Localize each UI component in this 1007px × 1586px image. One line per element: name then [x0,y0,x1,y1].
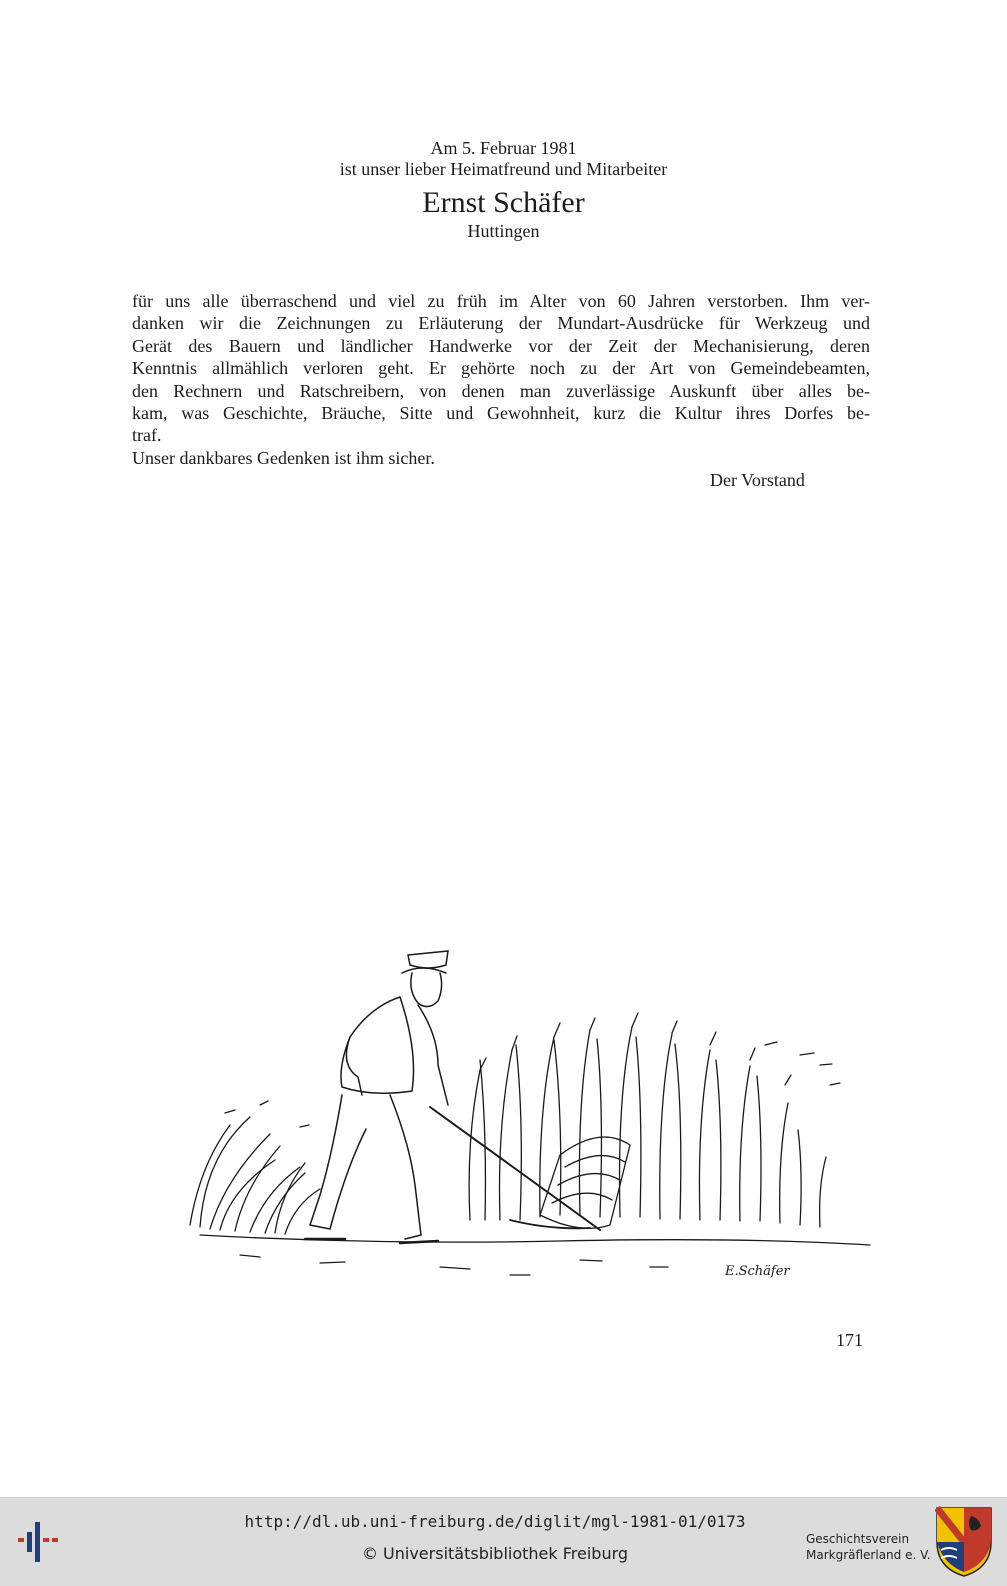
body-line: danken wir die Zeichnungen zu Erläuterung der Mundart-Ausdrücke für Werkzeug und [132,313,870,334]
farmer-figure [305,951,448,1243]
obituary-text [132,290,870,447]
document-url-link[interactable]: http://dl.ub.uni-freiburg.de/diglit/mgl-1981-01/0173 [244,1512,746,1531]
page-number: 171 [836,1330,863,1350]
body-line: für uns alle überraschend und viel zu früh im Alter von 60 Jahren verstorben. Ihm ver- [132,291,870,311]
body-line: kam, was Geschichte, Bräuche, Sitte und Gewohnheit, kurz die Kultur ihres Dorfes be- [132,403,870,424]
society-crest-icon[interactable] [935,1506,993,1578]
body-line: Kenntnis allmählich verloren geht. Er gehörte noch zu der Art von Gemeindebeamten, [132,358,870,379]
society-line: Markgräflerland e. V. [806,1548,931,1562]
body-line: Gerät des Bauern und ländlicher Handwerke vor der Zeit der Mechanisierung, deren [132,335,870,356]
date-line: Am 5. Februar 1981 [430,138,577,158]
deceased-name: Ernst Schäfer [422,186,585,219]
closing-line: Unser dankbares Gedenken ist ihm sicher. [132,448,435,468]
society-name [806,1531,931,1563]
artist-signature: E.Schäfer [725,1264,790,1279]
intro-line: ist unser lieber Heimatfreund und Mitarbeiter [339,159,668,179]
grass-left [190,1101,320,1234]
body-line: traf. [132,425,162,446]
society-line: Geschichtsverein [806,1532,910,1546]
cradle-basket [540,1137,630,1228]
signature-line: Der Vorstand [710,470,805,490]
body-line: den Rechnern und Ratschreibern, von denen man zuverlässige Auskunft über alles be- [132,380,870,401]
copyright-notice: © Universitätsbibliothek Freiburg [361,1544,629,1563]
footer-bar [0,1497,1007,1586]
mower-illustration [180,945,880,1285]
grain-field [469,1013,840,1227]
place-name: Huttingen [467,221,540,241]
